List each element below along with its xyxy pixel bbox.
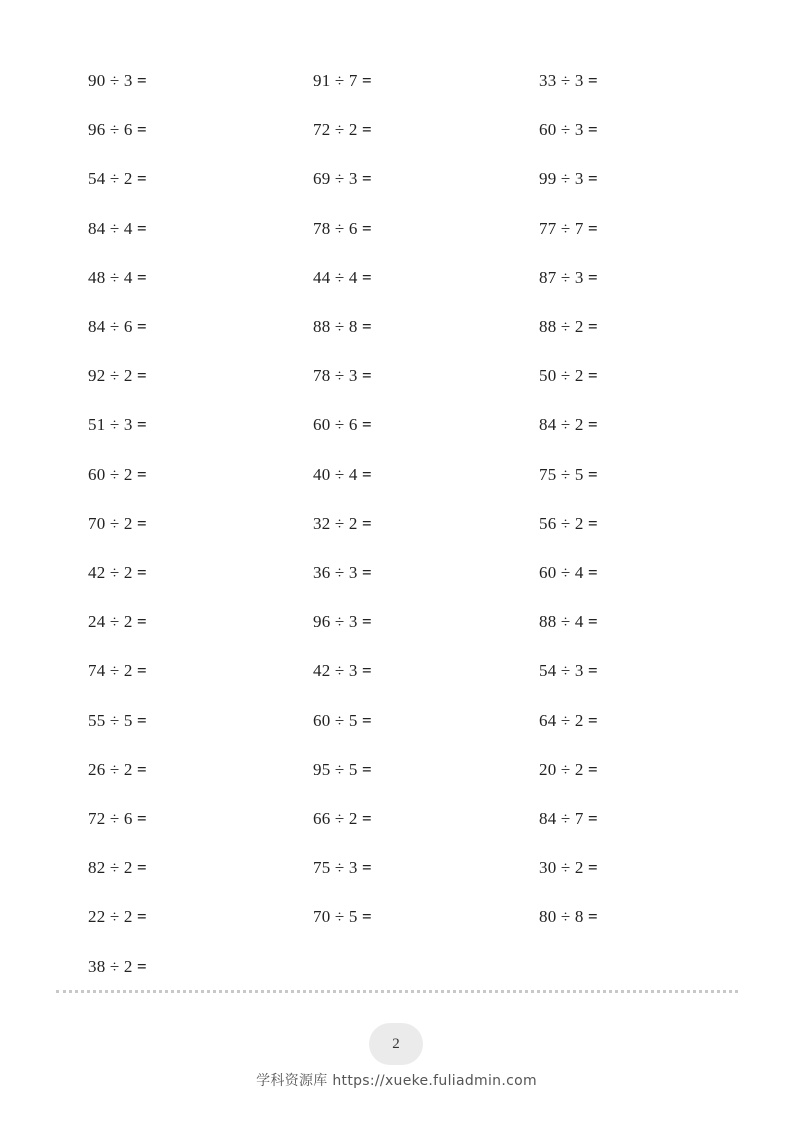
division-problem: 84 ÷ 7 = bbox=[539, 809, 598, 828]
division-problem: 69 ÷ 3 = bbox=[313, 169, 372, 188]
division-problem: 88 ÷ 2 = bbox=[539, 317, 598, 336]
division-problem: 77 ÷ 7 = bbox=[539, 219, 598, 238]
division-problem: 84 ÷ 2 = bbox=[539, 415, 598, 434]
division-problem: 96 ÷ 6 = bbox=[88, 120, 147, 139]
division-problem: 56 ÷ 2 = bbox=[539, 514, 598, 533]
division-problem: 60 ÷ 4 = bbox=[539, 563, 598, 582]
division-problem: 54 ÷ 2 = bbox=[88, 169, 147, 188]
division-problem: 42 ÷ 2 = bbox=[88, 563, 147, 582]
division-problem: 92 ÷ 2 = bbox=[88, 366, 147, 385]
division-problem: 70 ÷ 2 = bbox=[88, 514, 147, 533]
division-problem: 74 ÷ 2 = bbox=[88, 661, 147, 680]
division-problem: 60 ÷ 6 = bbox=[313, 415, 372, 434]
division-problem: 38 ÷ 2 = bbox=[88, 957, 147, 976]
division-problem: 78 ÷ 6 = bbox=[313, 219, 372, 238]
dotted-divider bbox=[56, 990, 738, 993]
division-problem: 87 ÷ 3 = bbox=[539, 268, 598, 287]
division-problem: 90 ÷ 3 = bbox=[88, 71, 147, 90]
division-problem: 84 ÷ 6 = bbox=[88, 317, 147, 336]
division-problem: 60 ÷ 5 = bbox=[313, 711, 372, 730]
division-problem: 26 ÷ 2 = bbox=[88, 760, 147, 779]
division-problem: 91 ÷ 7 = bbox=[313, 71, 372, 90]
division-problem: 24 ÷ 2 = bbox=[88, 612, 147, 631]
division-problem: 60 ÷ 3 = bbox=[539, 120, 598, 139]
division-problem: 75 ÷ 5 = bbox=[539, 465, 598, 484]
division-problem: 96 ÷ 3 = bbox=[313, 612, 372, 631]
division-problem: 75 ÷ 3 = bbox=[313, 858, 372, 877]
division-problem: 55 ÷ 5 = bbox=[88, 711, 147, 730]
division-problem: 66 ÷ 2 = bbox=[313, 809, 372, 828]
division-problem: 60 ÷ 2 = bbox=[88, 465, 147, 484]
division-problem: 88 ÷ 4 = bbox=[539, 612, 598, 631]
division-problem: 64 ÷ 2 = bbox=[539, 711, 598, 730]
division-problem: 48 ÷ 4 = bbox=[88, 268, 147, 287]
division-problem: 99 ÷ 3 = bbox=[539, 169, 598, 188]
page-number-badge bbox=[369, 1023, 423, 1065]
page-number: 2 bbox=[392, 1035, 400, 1052]
division-problem: 84 ÷ 4 = bbox=[88, 219, 147, 238]
footer-source: 学科资源库 https://xueke.fuliadmin.com bbox=[256, 1073, 537, 1089]
division-problem: 80 ÷ 8 = bbox=[539, 907, 598, 926]
division-problem: 78 ÷ 3 = bbox=[313, 366, 372, 385]
division-problem: 30 ÷ 2 = bbox=[539, 858, 598, 877]
division-problem: 72 ÷ 6 = bbox=[88, 809, 147, 828]
division-problem: 72 ÷ 2 = bbox=[313, 120, 372, 139]
division-problem: 70 ÷ 5 = bbox=[313, 907, 372, 926]
division-problem: 82 ÷ 2 = bbox=[88, 858, 147, 877]
division-problem: 44 ÷ 4 = bbox=[313, 268, 372, 287]
division-problem: 36 ÷ 3 = bbox=[313, 563, 372, 582]
division-problem: 20 ÷ 2 = bbox=[539, 760, 598, 779]
division-problem: 22 ÷ 2 = bbox=[88, 907, 147, 926]
division-problem: 50 ÷ 2 = bbox=[539, 366, 598, 385]
division-problem: 40 ÷ 4 = bbox=[313, 465, 372, 484]
division-problem: 88 ÷ 8 = bbox=[313, 317, 372, 336]
division-problem: 32 ÷ 2 = bbox=[313, 514, 372, 533]
division-problem: 42 ÷ 3 = bbox=[313, 661, 372, 680]
division-problem: 95 ÷ 5 = bbox=[313, 760, 372, 779]
division-problem: 54 ÷ 3 = bbox=[539, 661, 598, 680]
division-problem: 51 ÷ 3 = bbox=[88, 415, 147, 434]
division-problem: 33 ÷ 3 = bbox=[539, 71, 598, 90]
